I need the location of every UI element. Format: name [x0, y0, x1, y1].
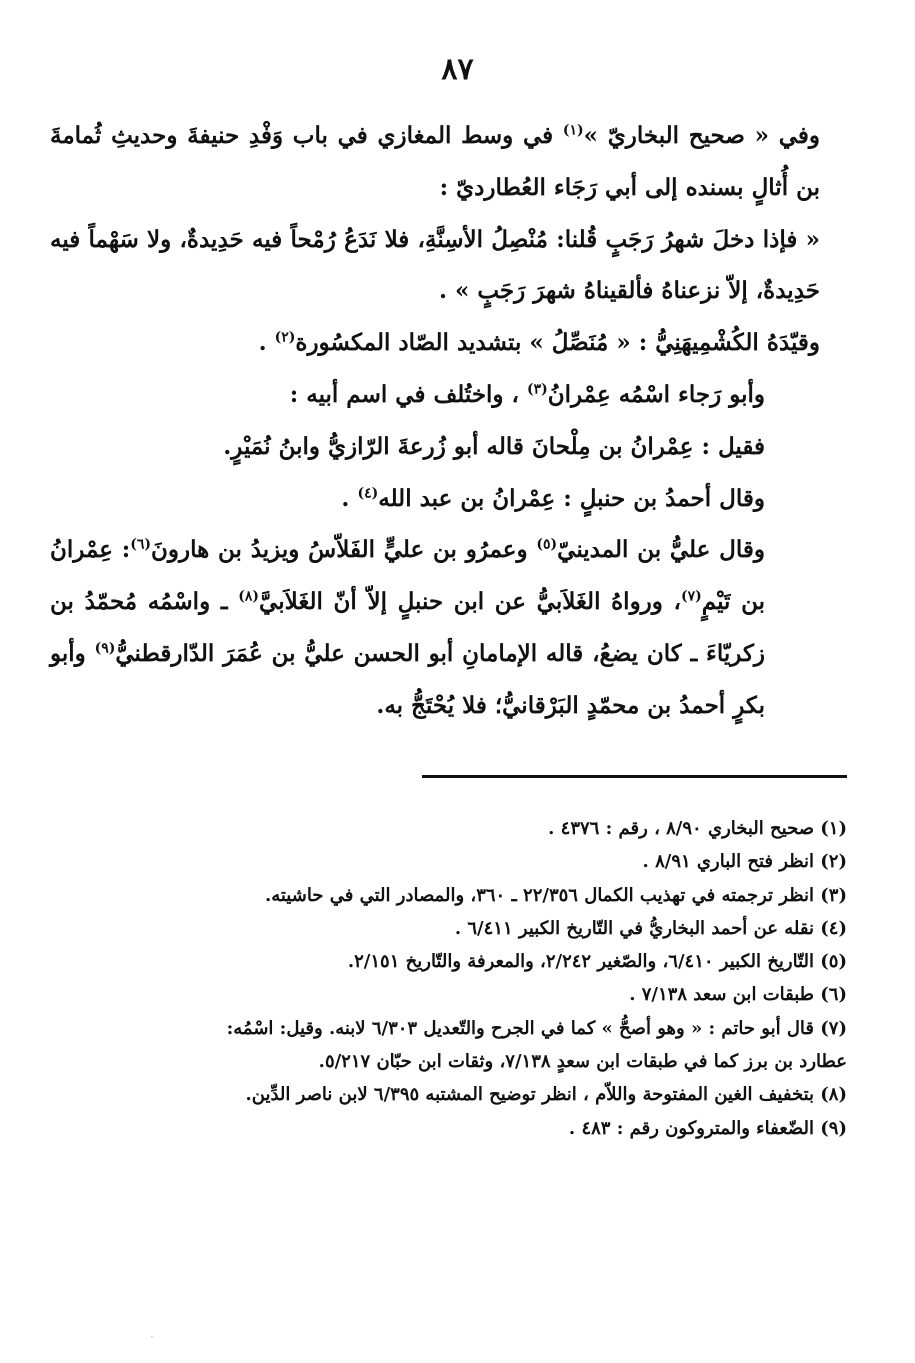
footnote-ref-1: (١): [562, 122, 584, 139]
paragraph-ahmad: [50, 473, 860, 525]
footnotes: [57, 812, 847, 1145]
paragraph-bukhari: [50, 110, 860, 214]
paragraph-ali-madini: [50, 524, 860, 731]
footnote-divider: [422, 775, 847, 778]
footnote-ref-9: (٩): [94, 640, 116, 657]
text-segment: وأبو رَجاء اسْمُه عِمْرانُ: [547, 380, 765, 408]
text-segment: وعمرُو بن عليٍّ الفَلاّسُ ويزيدُ بن هارونَ: [151, 536, 528, 564]
footnote-2: (٢) انظر فتح الباري ٨/٩١ .: [642, 851, 847, 873]
footnote-5: (٥) التّاريخ الكبير ٦/٤١٠، والصّغير ٢/٢٤٢، والمعرفة والتّاريخ ٢/١٥١.: [347, 951, 847, 973]
footnote-ref-7: (٧): [680, 588, 702, 605]
paragraph-abu-raja: [50, 369, 860, 421]
footnote-7: (٧) قال أبو حاتم : « وهو أصحُّ » كما في الجرح والتّعديل ٦/٣٠٣ لابنه. وقيل: اسْمُه:: [226, 1017, 847, 1039]
paragraph-kushmihani: [50, 317, 860, 369]
footnote-3: (٣) انظر ترجمته في تهذيب الكمال ٢٢/٣٥٦ ـ ٣٦٠، والمصادر التي في حاشيته.: [264, 884, 847, 906]
footnote-ref-5: (٥): [536, 536, 558, 553]
footnote-ref-4: (٤): [357, 484, 379, 501]
text-segment: في وسط المغازي في باب وَفْدِ حنيفةَ وحديثِ ثُمامةَ بن أُثالٍ بسنده إلى أبي رَجَاء العُطارديّ :: [50, 122, 820, 201]
quotation-paragraph: « فإذا دخلَ شهرُ رَجَبٍ قُلنا: مُنْصِلُ الأسِنَّةِ، فلا نَدَعُ رُمْحاً فيه حَدِيدةٌ، ولا سَهْماً فيه حَدِيدةٌ، إلاّ نزعناهُ فألقيناهُ شهرَ رَجَبٍ » .: [50, 225, 820, 305]
footnote-7-continuation: عطارد بن برز كما في طبقات ابن سعدٍ ٧/١٣٨، وثقات ابن حبّان ٥/٢١٧.: [318, 1051, 847, 1073]
text-segment: .: [258, 329, 267, 357]
text-segment: ـ واسْمُه مُحمّدُ بن زكريّاءَ ـ كان يضعُ، قاله الإمامانِ أبو الحسن عليُّ بن عُمَرَ الدّارقطنيُّ: [50, 588, 765, 667]
footnote-6: (٦) طبقات ابن سعد ٧/١٣٨ .: [629, 984, 847, 1006]
footnote-ref-6: (٦): [130, 536, 152, 553]
footnote-ref-2: (٢): [274, 329, 296, 346]
text-segment: ، واختُلف في اسم أبيه :: [289, 380, 519, 408]
text-segment: ، ورواهُ الغَلاَبيُّ عن ابن حنبلٍ إلاّ أنّ الغَلاَبيَّ: [259, 588, 681, 616]
footnote-ref-3: (٣): [526, 381, 548, 398]
text-segment: وقال أحمدُ بن حنبلٍ : عِمْرانُ بن عبد الله: [378, 484, 765, 512]
text-segment: .: [341, 484, 350, 512]
paragraph-qila: فقيل : عِمْرانُ بن مِلْحانَ قاله أبو زُرعةَ الرّازيُّ وابنُ نُمَيْرٍ.: [223, 432, 765, 460]
text-segment: وقيّدَهُ الكُشْمِيهَنِيُّ : « مُنَصِّلُ » بتشديد الصّاد المكسُورة: [295, 329, 820, 357]
page-number: ٨٧: [441, 52, 474, 87]
footnote-ref-8: (٨): [238, 588, 260, 605]
main-text: [50, 110, 860, 732]
scan-speck: ·: [150, 1330, 154, 1344]
text-segment: وأبو بكرٍ أحمدُ بن محمّدٍ البَرْقانيُّ؛ فلا يُحْتَجُّ به.: [50, 639, 765, 719]
footnote-9: (٩) الضّعفاء والمتروكون رقم : ٤٨٣ .: [568, 1117, 847, 1139]
footnote-8: (٨) بتخفيف الغين المفتوحة واللاّم ، انظر توضيح المشتبه ٦/٣٩٥ لابن ناصر الدِّين.: [245, 1084, 847, 1106]
footnote-4: (٤) نقله عن أحمد البخاريُّ في التّاريخ الكبير ٦/٤١١ .: [454, 917, 847, 939]
text-segment: وقال عليُّ بن المدينيّ: [557, 536, 765, 564]
footnote-1: (١) صحيح البخاري ٨/٩٠ ، رقم : ٤٣٧٦ .: [548, 818, 847, 839]
text-segment: : عِمْرانُ بن تَيْمٍ: [50, 536, 765, 616]
text-segment: وفي « صحيح البخاريّ »: [583, 122, 820, 149]
